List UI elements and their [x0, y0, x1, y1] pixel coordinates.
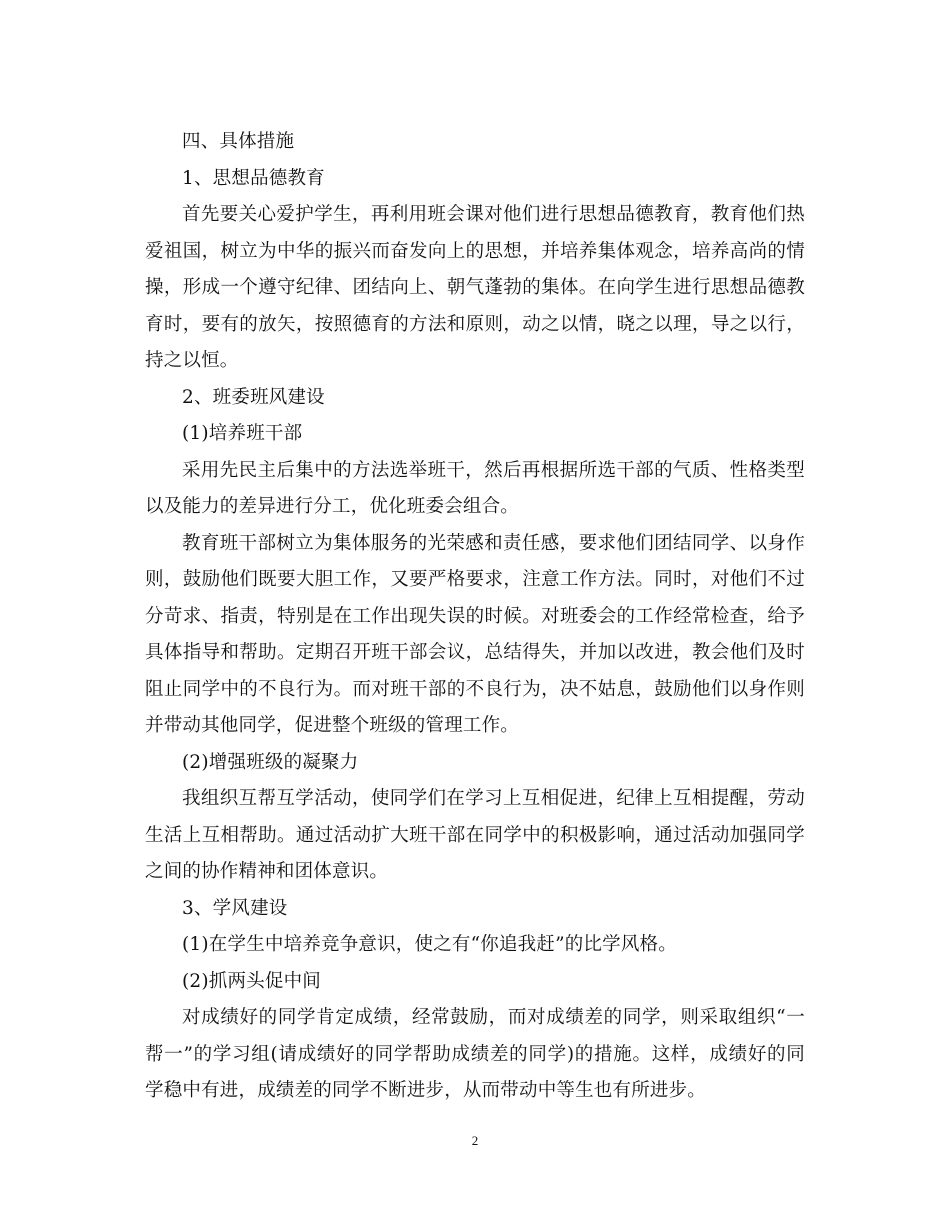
- subheading-study-style: 3、学风建设: [182, 897, 288, 919]
- section-heading-specific-measures: 四、具体措施: [182, 131, 295, 152]
- subheading-cohesion: (2)增强班级的凝聚力: [182, 751, 359, 773]
- paragraph-election: 采用先民主后集中的方法选举班干，然后再根据所选干部的气质、性格类型以及能力的差异进行分工，优化班委会组合。: [145, 459, 805, 517]
- paragraph-mutual-help: 我组织互帮互学活动，使同学们在学习上互相促进，纪律上互相提醒，劳动生活上互相帮助。通过活动扩大班干部在同学中的积极影响，通过活动加强同学之间的协作精神和团体意识。: [145, 788, 805, 882]
- paragraph-competition: (1)在学生中培养竞争意识，使之有“你追我赶”的比学风格。: [182, 934, 677, 955]
- page-number: 2: [471, 1133, 479, 1148]
- paragraph-moral-education: 首先要关心爱护学生，再利用班会课对他们进行思想品德教育，教育他们热爱祖国，树立为中华的振兴而奋发向上的思想，并培养集体观念，培养高尚的情操，形成一个遵守纪律、团结向上、朝气蓬勃的集体。在向学生进行思想品德教育时，要有的放矢，按照德育的方法和原则，动之以情，晓之以理，导之以行，持之以恒。: [145, 204, 805, 371]
- subheading-class-committee: 2、班委班风建设: [182, 386, 325, 408]
- document-body: [145, 124, 805, 1110]
- paragraph-cadre-education: 教育班干部树立为集体服务的光荣感和责任感，要求他们团结同学、以身作则，鼓励他们既要大胆工作，又要严格要求，注意工作方法。同时，对他们不过分苛求、指责，特别是在工作出现失误的时候。对班委会的工作经常检查，给予具体指导和帮助。定期召开班干部会议，总结得失，并加以改进，教会他们及时阻止同学中的不良行为。而对班干部的不良行为，决不姑息，鼓励他们以身作则并带动其他同学，促进整个班级的管理工作。: [145, 532, 805, 736]
- subheading-both-ends: (2)抓两头促中间: [182, 970, 322, 992]
- paragraph-one-helps-one: 对成绩好的同学肯定成绩，经常鼓励，而对成绩差的同学，则采取组织“一帮一”的学习组(请成绩好的同学帮助成绩差的同学)的措施。这样，成绩好的同学稳中有进，成绩差的同学不断进步，从而带动中等生也有所进步。: [145, 1007, 805, 1101]
- subheading-moral-education: 1、思想品德教育: [182, 167, 325, 189]
- subheading-train-cadres: (1)培养班干部: [182, 423, 303, 444]
